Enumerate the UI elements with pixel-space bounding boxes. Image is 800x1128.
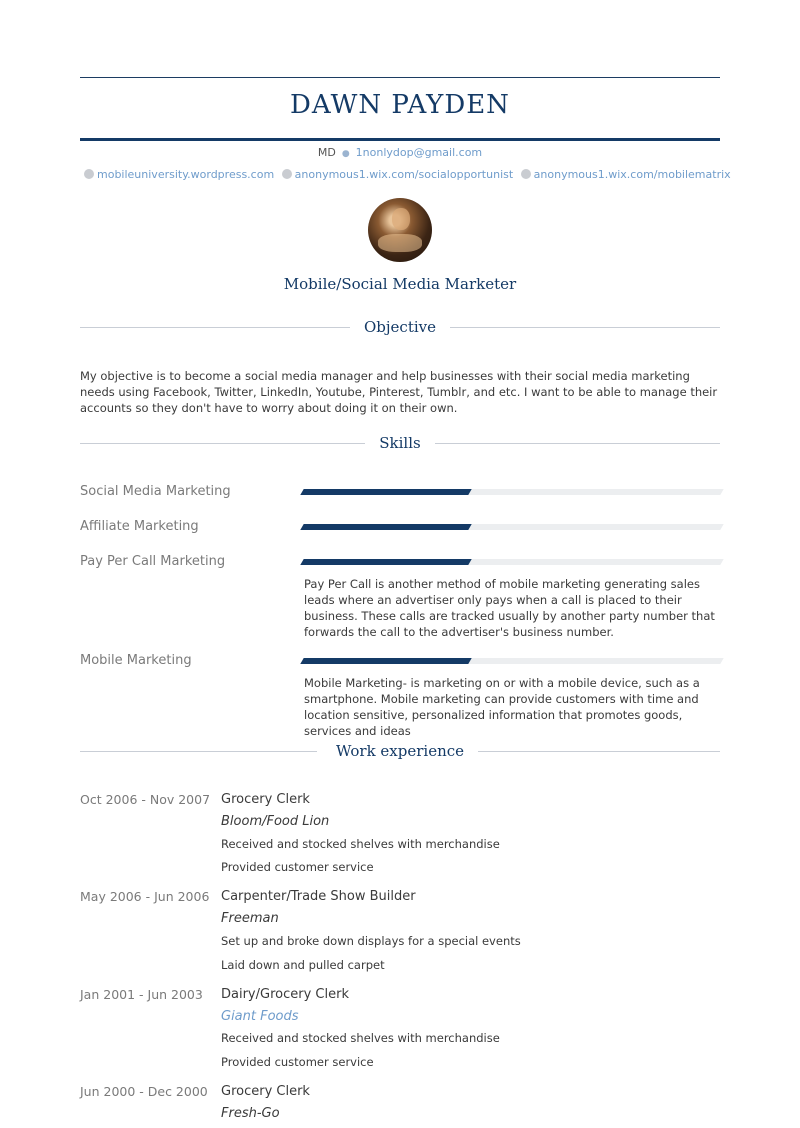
job-company: Fresh-Go [221, 1106, 280, 1121]
section-title: Objective [363, 318, 436, 336]
objective-text: My objective is to become a social media manager and help businesses with their social media marketing needs using Facebook, Twitter, LinkedIn, Youtube, Pinterest, Tumblr, and etc. I want to be able to manage their accounts so they don't have to worry about doing it on their own. [80, 369, 718, 415]
job-dates: Jun 2000 - Dec 2000 [80, 1084, 208, 1099]
website-link-1[interactable]: mobileuniversity.wordpress.com [97, 168, 275, 181]
job-title: Carpenter/Trade Show Builder [221, 889, 416, 904]
job-detail: Received and stocked shelves with merchandise [221, 1031, 500, 1045]
globe-icon [282, 169, 292, 179]
header-top-rule [80, 77, 720, 78]
skill-name: Pay Per Call Marketing [80, 554, 226, 569]
wordpress-icon [84, 169, 94, 179]
job-company: Freeman [221, 911, 279, 926]
section-divider-right [435, 443, 720, 444]
job-title: Grocery Clerk [221, 792, 310, 807]
avatar-face-shape [392, 208, 410, 230]
section-work-heading [80, 740, 720, 762]
job-detail: Provided customer service [221, 860, 374, 874]
contact-line [80, 146, 720, 159]
skill-description: Pay Per Call is another method of mobile marketing generating sales leads where an advertiser only pays when a call is placed to their business. These calls are tracked usually by another party number that forwards the call to the advertiser's business number. [304, 577, 715, 639]
job-dates: May 2006 - Jun 2006 [80, 889, 210, 904]
skill-bar [302, 489, 722, 495]
avatar-hands-shape [378, 234, 422, 252]
section-divider-right [478, 751, 720, 752]
job-title: Grocery Clerk [221, 1084, 310, 1099]
globe-icon [521, 169, 531, 179]
skill-bar-fill [300, 524, 471, 530]
website-links [80, 168, 731, 181]
skill-description: Mobile Marketing- is marketing on or with a mobile device, such as a smartphone. Mobile marketing can provide customers with time and location sensitive, personalized information that promotes goods, services and ideas [304, 676, 700, 738]
email-link[interactable]: 1nonlydop@gmail.com [355, 146, 483, 159]
skill-bar-fill [300, 559, 471, 565]
avatar [368, 198, 432, 262]
skill-bar-fill [300, 489, 471, 495]
job-company-link[interactable]: Giant Foods [221, 1009, 299, 1024]
section-objective-heading [80, 316, 720, 338]
job-company: Bloom/Food Lion [221, 814, 330, 829]
candidate-name: DAWN PAYDEN [290, 90, 510, 120]
headline: Mobile/Social Media Marketer [283, 275, 517, 293]
skill-bar-fill [300, 658, 471, 664]
skill-bar [302, 524, 722, 530]
section-title: Work experience [335, 742, 465, 760]
location: MD [317, 146, 336, 159]
job-dates: Jan 2001 - Jun 2003 [80, 987, 203, 1002]
job-title: Dairy/Grocery Clerk [221, 987, 349, 1002]
job-detail: Received and stocked shelves with merchandise [221, 837, 500, 851]
skill-name: Mobile Marketing [80, 653, 192, 668]
job-dates: Oct 2006 - Nov 2007 [80, 792, 211, 807]
job-detail: Provided customer service [221, 1055, 374, 1069]
skill-bar [302, 559, 722, 565]
header-bottom-rule [80, 138, 720, 141]
website-link-3[interactable]: anonymous1.wix.com/mobilematrix [533, 168, 731, 181]
skill-name: Social Media Marketing [80, 484, 231, 499]
section-skills-heading [80, 432, 720, 454]
skill-bar [302, 658, 722, 664]
job-detail: Set up and broke down displays for a special events [221, 934, 521, 948]
separator-dot-icon: ● [341, 149, 350, 159]
website-link-2[interactable]: anonymous1.wix.com/socialopportunist [294, 168, 514, 181]
job-detail: Laid down and pulled carpet [221, 958, 385, 972]
skill-name: Affiliate Marketing [80, 519, 199, 534]
section-title: Skills [379, 434, 421, 452]
section-divider-right [450, 327, 720, 328]
